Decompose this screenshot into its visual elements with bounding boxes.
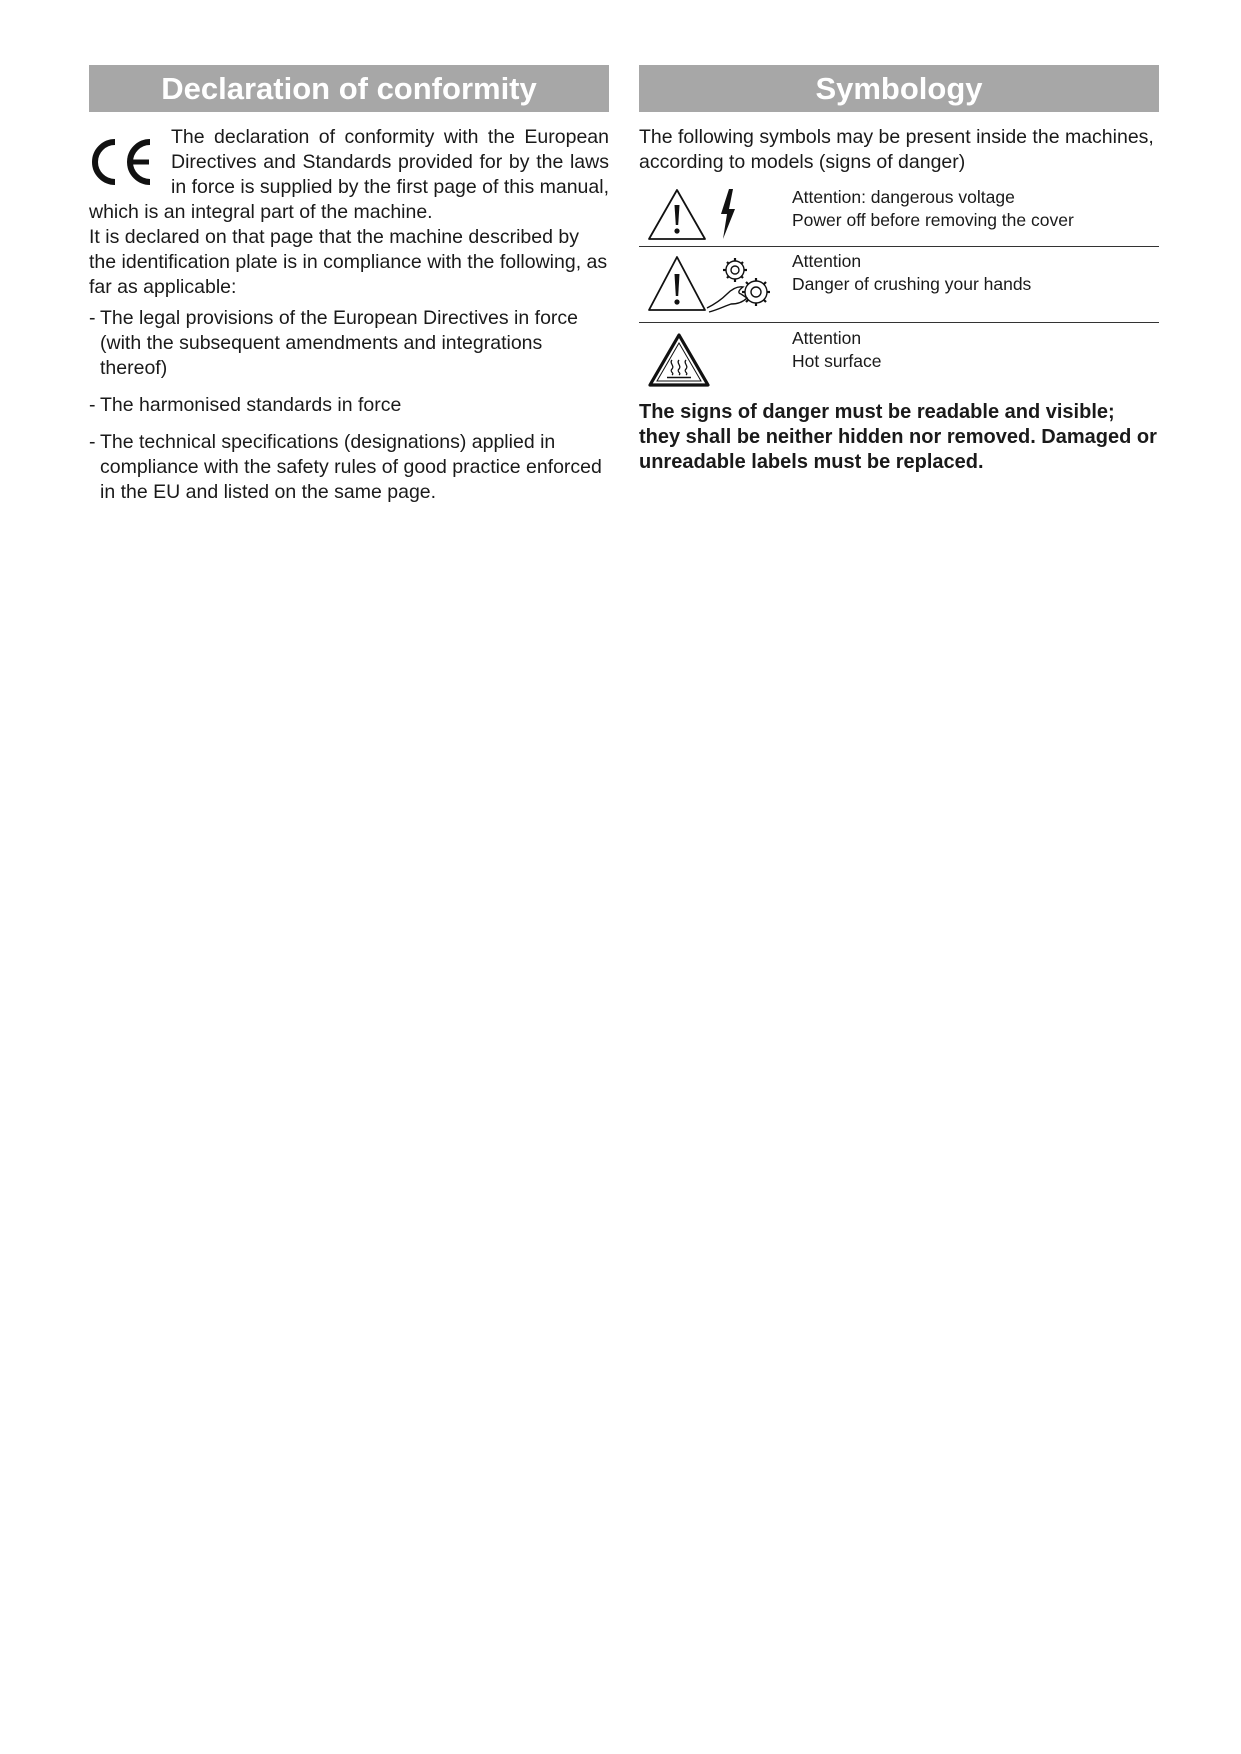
symbol-row-hot-surface [639,323,1159,390]
conformity-list-block [89,306,609,505]
symbol-table [639,180,1159,390]
crushing-gears-hand-icon [707,258,770,312]
list-item: - The legal provisions of the European Directives in force (with the subsequent amendments and integrations thereof) [89,306,609,381]
conformity-heading: Declaration of conformity [89,65,609,112]
symbol-description [792,327,881,373]
conformity-intro-block [89,125,609,300]
lightning-bolt-icon [721,189,735,239]
conformity-list [89,306,609,505]
symbol-title: Attention: dangerous voltage [792,187,1015,207]
warning-triangle-icon [649,257,705,310]
symbol-description [792,186,1074,232]
conformity-section [89,65,609,505]
list-item: - The technical specifications (designations) applied in compliance with the safety rules of good practice enforced in the EU and listed on the same page. [89,430,609,505]
warning-triangle-icon [649,190,705,239]
symbol-row-voltage [639,180,1159,247]
list-item: - The harmonised standards in force [89,393,609,418]
symbol-icons [647,332,711,393]
symbol-description [792,250,1031,296]
symbol-detail: Hot surface [792,351,882,371]
conformity-intro-text: The declaration of conformity with the European Directives and Standards provided for by the laws in force is supplied by the first page of this manual, which is an integral part of the machine. [89,126,609,223]
ce-mark-icon [89,139,171,191]
symbology-intro-text: The following symbols may be present inside the machines, according to models (signs of danger) [639,126,1154,173]
symbology-heading: Symbology [639,65,1159,112]
symbol-title: Attention [792,328,862,348]
symbol-title: Attention [792,251,862,271]
symbology-section [639,65,1159,475]
conformity-declared-text: It is declared on that page that the machine described by the identification plate is in compliance with the following, as far as applicable: [89,226,608,298]
symbol-detail: Power off before removing the cover [792,210,1074,230]
hot-surface-icon [650,335,708,385]
symbol-detail: Danger of crushing your hands [792,274,1032,294]
symbol-row-crushing [639,247,1159,323]
danger-signs-warning: The signs of danger must be readable and visible; they shall be neither hidden nor removed. Damaged or unreadable labels must be replaced. [639,401,1157,473]
symbol-icons [647,254,777,319]
symbol-icons [647,187,767,248]
